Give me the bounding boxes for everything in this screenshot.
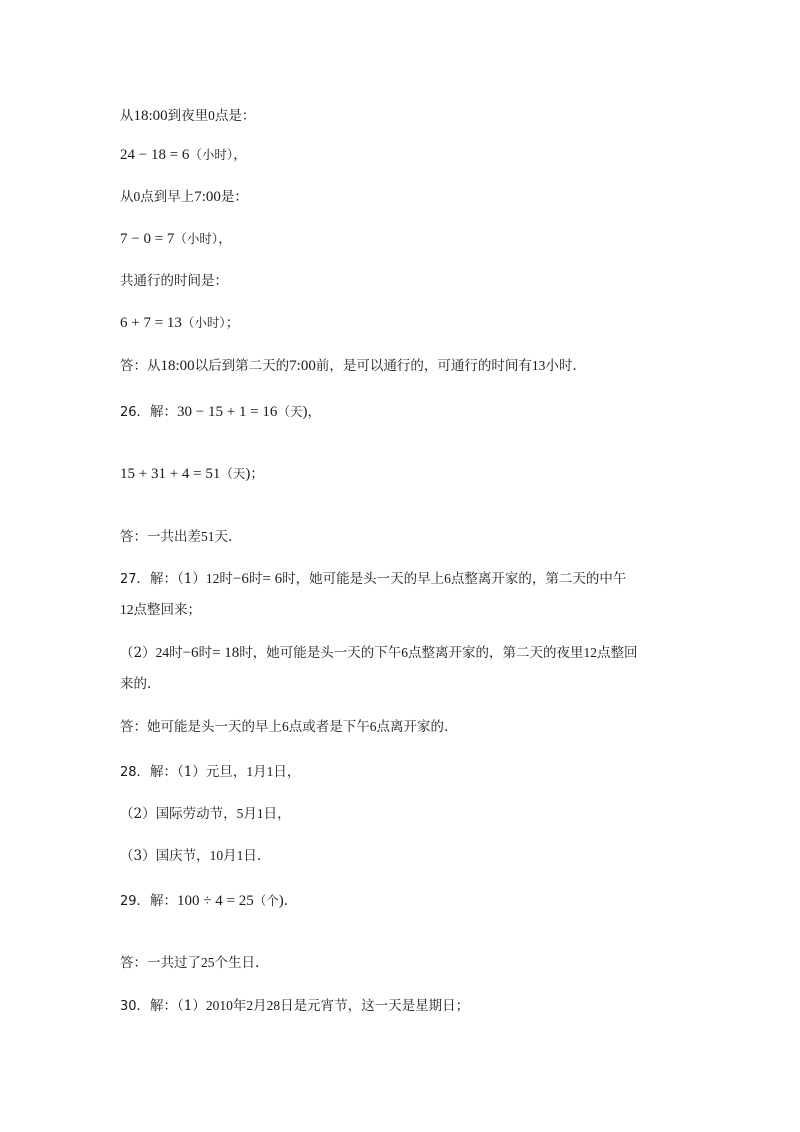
text: 时，她可能是头一天的早上: [282, 571, 445, 587]
punctuation: ，: [307, 404, 321, 420]
math-term: −6: [232, 571, 249, 587]
number: 25: [201, 955, 215, 970]
text: 点是：: [214, 108, 256, 124]
text-line-midnight-to-7: [120, 187, 248, 207]
text: 时，她可能是头一天的下午: [239, 645, 402, 661]
text-line-total-time: [120, 271, 228, 291]
text: 答：一共出差: [120, 529, 201, 545]
text: 以后到第二天的: [194, 358, 290, 374]
text: （2）: [120, 645, 156, 661]
text: 日，: [263, 806, 291, 822]
text: 日，: [273, 764, 301, 780]
time-value: 7:00: [194, 189, 221, 205]
question-27-part-2-cont: [120, 674, 151, 694]
text: 月: [253, 764, 267, 780]
text: 点到早上: [140, 189, 195, 205]
text: 时: [198, 645, 213, 661]
number: 12: [205, 571, 220, 586]
unit: （小时）: [189, 147, 234, 162]
punctuation: ，: [218, 231, 232, 247]
number: 6: [282, 719, 289, 734]
number: 13: [531, 358, 546, 373]
text: 点整回来；: [133, 602, 201, 618]
text: ．解：（1）: [136, 998, 206, 1014]
text: 点或者是下午: [288, 719, 370, 735]
number: 0: [208, 108, 215, 123]
paren-close: ): [278, 893, 284, 909]
text: 答：她可能是头一天的早上: [120, 719, 282, 735]
question-28-part-2: [120, 804, 291, 824]
math-term: = 6: [262, 571, 283, 587]
number: 1: [236, 848, 244, 863]
text: 日是元宵节，这一天是星期日；: [280, 998, 470, 1014]
text: 从: [120, 189, 134, 205]
paren-close: ): [302, 404, 308, 420]
number: 6: [444, 571, 451, 586]
punctuation: .: [283, 893, 289, 909]
equation: 24 − 18 = 6: [120, 147, 190, 163]
text: ．解：（1）: [136, 571, 206, 587]
equation: 100 ÷ 4 = 25: [177, 893, 254, 909]
unit: （小时）: [174, 231, 219, 246]
time-value: 7:00: [289, 358, 316, 374]
unit: （小时）: [181, 315, 226, 330]
question-number: 27: [120, 572, 137, 587]
answer-line-25: [120, 356, 577, 376]
unit: （个: [253, 893, 279, 908]
text: 时: [219, 571, 233, 587]
number: 1: [256, 806, 264, 821]
text: 月: [243, 806, 257, 822]
text: 点整离开家的，第二天的中午: [450, 571, 627, 587]
number: 1: [266, 764, 274, 779]
question-number: 26: [120, 405, 137, 420]
unit: （天: [277, 404, 303, 419]
text: 答：从: [120, 358, 161, 374]
text: 时: [248, 571, 263, 587]
equation: 15 + 31 + 4 = 51: [120, 466, 221, 482]
question-30-part-1: [120, 996, 469, 1017]
text: 月: [253, 998, 267, 1014]
number: 51: [201, 529, 215, 544]
text: 是：: [220, 189, 248, 205]
text: 点整回: [597, 645, 638, 661]
text: 日.: [243, 848, 262, 864]
equation-line-7-minus-0: [120, 229, 232, 249]
question-28-part-1: [120, 762, 300, 783]
number: 28: [266, 998, 281, 1013]
question-27-part-2: [120, 643, 638, 663]
question-28-part-3: [120, 846, 261, 866]
equation-line-6-plus-7: [120, 313, 239, 333]
text: （3）国庆节，: [120, 848, 210, 864]
text: 到夜里: [167, 108, 209, 124]
math-term: = 18: [212, 645, 240, 661]
number: 6: [401, 645, 409, 660]
number: 24: [155, 645, 170, 660]
text: 来的.: [120, 676, 152, 692]
question-number: 30: [120, 999, 137, 1014]
question-26-solution: [120, 402, 321, 423]
number: 12: [120, 602, 134, 617]
equation-line-15-plus-31-plus-4: [120, 464, 264, 484]
text: ．解：: [136, 893, 178, 909]
text: 从: [120, 108, 134, 124]
question-29-solution: [120, 891, 288, 912]
text: 答：一共过了: [120, 955, 201, 971]
text: 年: [232, 998, 247, 1014]
answer-line-26: [120, 527, 232, 547]
equation: 6 + 7 = 13: [120, 315, 182, 331]
punctuation: ；: [225, 315, 240, 331]
question-number: 28: [120, 765, 137, 780]
punctuation: ；: [250, 466, 264, 482]
punctuation: ，: [233, 147, 247, 163]
number: 2010: [205, 998, 233, 1013]
text: 共通行的时间是：: [120, 273, 228, 289]
text: 小时.: [545, 358, 577, 374]
text: ．解：: [136, 404, 178, 420]
number: 1: [246, 764, 254, 779]
time-value: 18:00: [160, 358, 195, 374]
text: 月: [223, 848, 237, 864]
answer-line-27: [120, 717, 448, 737]
text: 个生日.: [214, 955, 260, 971]
text: （2）国际劳动节，: [120, 806, 237, 822]
text: 前，是可以通行的，可通行的时间有: [315, 358, 532, 374]
number: 0: [133, 189, 141, 204]
text: 点整离开家的，第二天的夜里: [408, 645, 584, 661]
text: 时: [169, 645, 183, 661]
answer-line-29: [120, 953, 259, 973]
number: 5: [236, 806, 244, 821]
text: 天.: [214, 529, 233, 545]
text: 点离开家的.: [376, 719, 449, 735]
equation: 30 − 15 + 1 = 16: [177, 404, 278, 420]
number: 10: [209, 848, 224, 863]
number: 12: [583, 645, 598, 660]
text-line-from-18-to-midnight: [120, 106, 255, 126]
question-27-part-1-cont: [120, 600, 201, 620]
text: ．解：（1）元旦，: [136, 764, 247, 780]
number: 2: [246, 998, 254, 1013]
equation-line-24-minus-18: [120, 145, 247, 165]
time-value: 18:00: [133, 108, 168, 124]
question-number: 29: [120, 894, 137, 909]
question-27-part-1: [120, 569, 626, 590]
unit: （天: [220, 466, 246, 481]
equation: 7 − 0 = 7: [120, 231, 175, 247]
number: 6: [369, 719, 377, 734]
paren-close: ): [245, 466, 251, 482]
math-term: −6: [182, 645, 199, 661]
